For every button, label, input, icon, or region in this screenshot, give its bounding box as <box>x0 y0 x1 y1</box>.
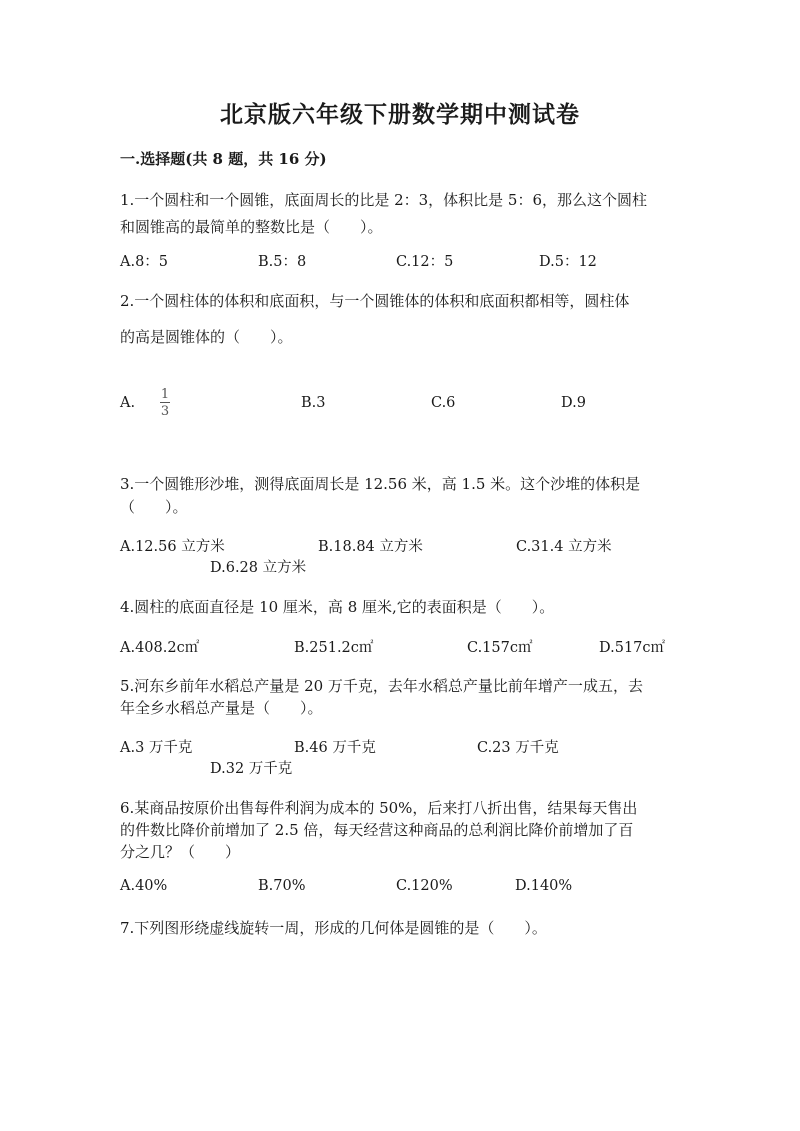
question-2-option-d: D.9 <box>561 395 586 411</box>
question-6-option-a: A.40% <box>120 878 168 894</box>
fraction-numerator: 1 <box>160 387 170 402</box>
fraction-bar <box>160 402 170 403</box>
question-4-line-1: 4.圆柱的底面直径是 10 厘米，高 8 厘米,它的表面积是（ ）。 <box>120 598 555 616</box>
question-6-option-d: D.140% <box>515 878 573 894</box>
question-1-option-b: B.5：8 <box>258 254 307 270</box>
question-3-option-b: B.18.84 立方米 <box>318 539 423 555</box>
question-4-option-d: D.517c㎡ <box>599 640 666 656</box>
question-4-option-b: B.251.2c㎡ <box>294 640 374 656</box>
question-3-option-c: C.31.4 立方米 <box>516 539 612 555</box>
question-2-line-1: 2.一个圆柱体的体积和底面积，与一个圆锥体的体积和底面积都相等，圆柱体 <box>120 292 630 310</box>
question-4-option-a: A.408.2c㎡ <box>120 640 200 656</box>
question-6-option-b: B.70% <box>258 878 306 894</box>
question-2-option-c: C.6 <box>431 395 456 411</box>
question-1-option-c: C.12：5 <box>396 254 454 270</box>
question-1-line-2: 和圆锥高的最简单的整数比是（ ）。 <box>120 218 383 236</box>
question-1-option-d: D.5：12 <box>539 254 597 270</box>
section-heading: 一.选择题(共 8 题，共 16 分) <box>120 150 327 168</box>
page-title: 北京版六年级下册数学期中测试卷 <box>220 101 580 128</box>
question-6-option-c: C.120% <box>396 878 453 894</box>
question-5-option-a: A.3 万千克 <box>120 740 193 756</box>
question-5-option-c: C.23 万千克 <box>477 740 559 756</box>
question-3-option-a: A.12.56 立方米 <box>120 539 225 555</box>
question-6-line-2: 的件数比降价前增加了 2.5 倍，每天经营这种商品的总利润比降价前增加了百 <box>120 821 634 839</box>
question-5-line-2: 年全乡水稻总产量是（ ）。 <box>120 699 323 717</box>
question-4-option-c: C.157c㎡ <box>467 640 533 656</box>
question-2-option-a-fraction <box>160 388 170 418</box>
question-6-line-1: 6.某商品按原价出售每件利润为成本的 50%，后来打八折出售，结果每天售出 <box>120 799 638 817</box>
question-7-line-1: 7.下列图形绕虚线旋转一周，形成的几何体是圆锥的是（ ）。 <box>120 919 547 937</box>
question-5-option-d: D.32 万千克 <box>210 761 293 777</box>
question-5-line-1: 5.河东乡前年水稻总产量是 20 万千克，去年水稻总产量比前年增产一成五，去 <box>120 677 643 695</box>
fraction-denominator: 3 <box>160 404 170 419</box>
question-1-line-1: 1.一个圆柱和一个圆锥，底面周长的比是 2：3，体积比是 5：6，那么这个圆柱 <box>120 191 648 209</box>
question-3-line-2: （ ）。 <box>120 498 188 516</box>
question-3-line-1: 3.一个圆锥形沙堆，测得底面周长是 12.56 米，高 1.5 米。这个沙堆的体积是 <box>120 475 641 493</box>
question-2-line-2: 的高是圆锥体的（ ）。 <box>120 328 293 346</box>
question-2-option-a: A. <box>120 395 136 411</box>
question-3-option-d: D.6.28 立方米 <box>210 560 307 576</box>
question-1-option-a: A.8：5 <box>120 254 169 270</box>
question-2-option-b: B.3 <box>301 395 326 411</box>
question-6-line-3: 分之几？（ ） <box>120 843 241 861</box>
question-5-option-b: B.46 万千克 <box>294 740 376 756</box>
